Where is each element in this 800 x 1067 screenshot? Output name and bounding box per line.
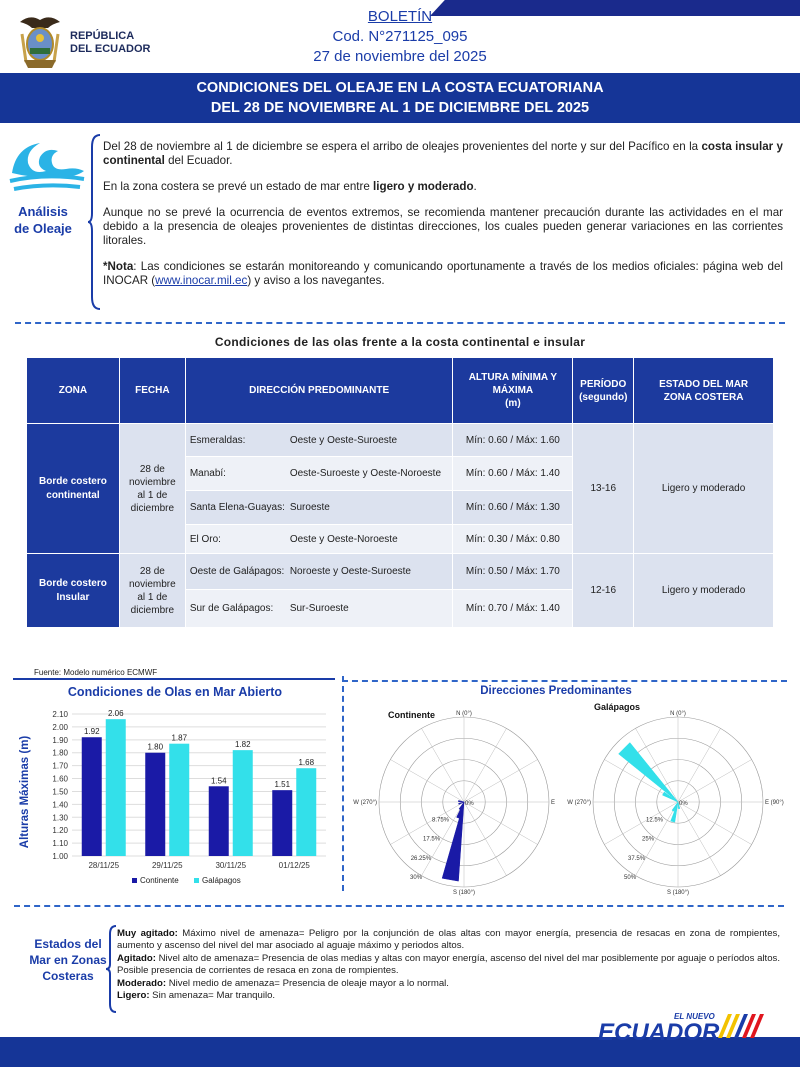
- period-continental: 13-16: [573, 424, 634, 554]
- col-periodo: PERÍODO (segundo): [573, 358, 634, 424]
- legend-swatch: [194, 878, 199, 883]
- rose-panel: [567, 702, 784, 896]
- rose-spoke: [390, 760, 464, 803]
- table-header-row: [27, 358, 774, 424]
- rose-spoke: [678, 802, 752, 845]
- col-estado: ESTADO DEL MAR ZONA COSTERA: [634, 358, 774, 424]
- rose-spoke: [464, 802, 538, 845]
- analysis-note: *Nota: Las condiciones se estarán monitoreando y comunicando oportunamente a través de los medios oficiales: página web del INOCAR (www.inocar.mil.ec) y aviso a los navegantes.: [103, 260, 783, 287]
- x-tick-label: 28/11/25: [88, 861, 120, 870]
- rose-spoke: [678, 802, 721, 876]
- divider: [14, 905, 784, 907]
- y-tick-label: 2.10: [52, 710, 68, 719]
- rose-ring-label: 8.75%: [432, 817, 450, 824]
- state-ligero: Ligero: Sin amenaza= Mar tranquilo.: [117, 990, 276, 1002]
- coat-of-arms-logo: [16, 12, 64, 70]
- rose-ring-label: 25%: [642, 836, 655, 843]
- date-continental: 28 de noviembre al 1 de diciembre: [119, 424, 185, 554]
- height-cell: Mín: 0.70 / Máx: 1.40: [453, 590, 573, 628]
- el-nuevo-ecuador-logo: [598, 1008, 778, 1048]
- bar-chart: [14, 680, 336, 895]
- state-muy-agitado: Muy agitado: Máximo nivel de amenaza= Peligro por la conjunción de olas altas con mayor energía, presencia de resacas en zona de rompientes, aumento y ascenso del nivel del mar asociado al aguaje máximo y periodos altos.: [117, 928, 780, 952]
- divider: [15, 322, 785, 324]
- analysis-text: [103, 140, 783, 300]
- data-label: 2.06: [107, 709, 124, 719]
- col-altura: ALTURA MÍNIMA Y MÁXIMA (m): [453, 358, 573, 424]
- data-label: 1.51: [274, 780, 291, 790]
- states-text: [117, 928, 780, 1002]
- rose-label-east: E: [551, 800, 556, 806]
- y-tick-label: 1.40: [52, 800, 68, 810]
- direction-cell: Esmeraldas: Oeste y Oeste-Suroeste: [185, 424, 453, 457]
- rose-ring-label: 37.5%: [628, 855, 646, 862]
- wave-conditions-table: [26, 357, 774, 628]
- height-cell: Mín: 0.30 / Máx: 0.80: [453, 525, 573, 554]
- rose-label-west: W (270°): [567, 800, 591, 806]
- rose-title: Direcciones Predominantes: [480, 685, 632, 697]
- rose-spoke: [678, 760, 752, 803]
- analysis-p2: En la zona costera se prevé un estado de mar entre ligero y moderado.: [103, 180, 477, 193]
- state-agitado: Agitado: Nivel alto de amenaza= Presencia de olas medias y altas con mayor energía, ascenso del nivel del mar posiblemente por aguaje o períodos altos. Posible presencia de corrientes de resaca en zona de rompientes.: [117, 952, 780, 977]
- data-label: 1.92: [83, 727, 100, 737]
- y-tick-label: 1.60: [52, 774, 68, 784]
- rose-spoke: [422, 728, 465, 802]
- table-row: [27, 554, 774, 590]
- x-tick-label: 01/12/25: [278, 861, 310, 870]
- direction-cell: Santa Elena-Guayas: Suroeste: [185, 491, 453, 525]
- date-insular: 28 de noviembre al 1 de diciembre: [119, 554, 185, 628]
- x-tick-label: 30/11/25: [215, 861, 247, 870]
- source-note: Fuente: Modelo numérico ECMWF: [34, 668, 158, 677]
- col-direccion: DIRECCIÓN PREDOMINANTE: [185, 358, 453, 424]
- bar: [296, 768, 316, 856]
- y-tick-label: 1.30: [52, 813, 68, 823]
- svg-text:EL NUEVO: EL NUEVO: [674, 1012, 715, 1021]
- chart-title: Condiciones de Olas en Mar Abierto: [67, 685, 283, 699]
- analysis-p1: Del 28 de noviembre al 1 de diciembre se espera el arribo de oleajes provenientes del norte y sur del Pacífico en la costa insular y continental del Ecuador.: [103, 140, 783, 167]
- analysis-label: Análisis de Oleaje: [14, 204, 72, 236]
- rose-spoke: [464, 760, 538, 803]
- states-label: Estados del Mar en Zonas Costeras: [29, 937, 107, 983]
- direction-cell: El Oro: Oeste y Oeste-Noroeste: [185, 525, 453, 554]
- rose-label-north: N (0°): [456, 711, 472, 717]
- bar: [82, 737, 102, 856]
- rose-chart: [344, 682, 786, 896]
- rose-panel-title: Continente: [388, 710, 435, 720]
- data-label: 1.87: [171, 733, 188, 743]
- state-insular: Ligero y moderado: [634, 554, 774, 628]
- height-cell: Mín: 0.50 / Máx: 1.70: [453, 554, 573, 590]
- height-cell: Mín: 0.60 / Máx: 1.30: [453, 491, 573, 525]
- rose-ring-label: 26.25%: [410, 855, 432, 862]
- y-tick-label: 1.00: [52, 852, 68, 861]
- bar: [209, 786, 229, 856]
- rose-label-east: E (90°): [765, 800, 784, 806]
- rose-spoke: [464, 802, 507, 876]
- table-row: [27, 424, 774, 457]
- zone-continental: Borde costero continental: [27, 424, 120, 554]
- height-cell: Mín: 0.60 / Máx: 1.40: [453, 457, 573, 491]
- bar: [272, 790, 292, 856]
- bar: [106, 719, 126, 856]
- bar: [169, 744, 189, 856]
- data-label: 1.82: [234, 740, 251, 750]
- rose-label-north: N (0°): [670, 711, 686, 717]
- bar: [233, 750, 253, 856]
- rose-panel: [353, 710, 555, 896]
- direction-cell: Manabí: Oeste-Suroeste y Oeste-Noroeste: [185, 457, 453, 491]
- y-tick-label: 2.00: [52, 722, 68, 732]
- bar: [145, 753, 165, 856]
- svg-text:ECUADOR: ECUADOR: [598, 1019, 720, 1046]
- state-continental: Ligero y moderado: [634, 424, 774, 554]
- x-tick-label: 29/11/25: [151, 861, 183, 870]
- data-label: 1.80: [147, 742, 164, 752]
- rose-petal: [619, 743, 678, 802]
- y-tick-label: 1.20: [52, 826, 68, 836]
- rose-ring-label: 30%: [410, 875, 423, 882]
- rose-ring-label: 50%: [624, 875, 637, 882]
- inocar-link[interactable]: www.inocar.mil.ec: [155, 274, 248, 287]
- page-title: CONDICIONES DEL OLEAJE EN LA COSTA ECUATORIANA DEL 28 DE NOVIEMBRE AL 1 DE DICIEMBRE DEL 2025: [0, 73, 800, 123]
- bulletin-label: BOLETÍN: [367, 8, 433, 25]
- direction-cell: Oeste de Galápagos: Noroeste y Oeste-Suroeste: [185, 554, 453, 590]
- direction-cell: Sur de Galápagos: Sur-Suroeste: [185, 590, 453, 628]
- bulletin-date: 27 de noviembre del 2025: [313, 48, 487, 65]
- analysis-p3: Aunque no se prevé la ocurrencia de eventos extremos, se recomienda mantener precaución durante las actividades en el mar debido a la presencia de oleajes provenientes de distintas direcciones, los cuales pueden generar variaciones en las corrientes litorales.: [103, 206, 783, 247]
- data-label: 1.54: [210, 776, 227, 786]
- col-zona: ZONA: [27, 358, 120, 424]
- rose-panel-title: Galápagos: [594, 702, 641, 712]
- legend-label: Galápagos: [202, 876, 241, 885]
- y-tick-label: 1.90: [52, 735, 68, 745]
- brace-icon: [88, 133, 102, 311]
- height-cell: Mín: 0.60 / Máx: 1.60: [453, 424, 573, 457]
- rose-center-label: 0%: [679, 801, 688, 807]
- rose-label-west: W (270°): [353, 800, 377, 806]
- y-tick-label: 1.80: [52, 748, 68, 758]
- y-tick-label: 1.10: [52, 839, 68, 849]
- rose-spoke: [464, 728, 507, 802]
- zone-insular: Borde costero Insular: [27, 554, 120, 628]
- data-label: 1.68: [298, 758, 315, 768]
- col-fecha: FECHA: [119, 358, 185, 424]
- table-title: Condiciones de las olas frente a la costa continental e insular: [214, 335, 586, 349]
- rose-ring-label: 17.5%: [423, 836, 441, 843]
- rose-spoke: [678, 728, 721, 802]
- state-moderado: Moderado: Nivel medio de amenaza= Presencia de oleaje mayor a lo normal.: [117, 977, 449, 989]
- period-insular: 12-16: [573, 554, 634, 628]
- legend-swatch: [132, 878, 137, 883]
- rose-label-south: S (180°): [666, 890, 690, 896]
- y-tick-label: 1.50: [52, 787, 68, 797]
- wave-icon: [6, 133, 88, 195]
- country-name: REPÚBLICA DEL ECUADOR: [70, 30, 151, 55]
- y-tick-label: 1.70: [52, 761, 68, 771]
- bulletin-code: Cod. N°271125_095: [332, 28, 468, 45]
- legend-label: Continente: [140, 876, 179, 885]
- rose-label-south: S (180°): [452, 890, 476, 896]
- y-axis-label: Alturas Máximas (m): [19, 735, 31, 849]
- rose-ring-label: 12.5%: [646, 817, 664, 824]
- rose-center-label: 0%: [465, 801, 474, 807]
